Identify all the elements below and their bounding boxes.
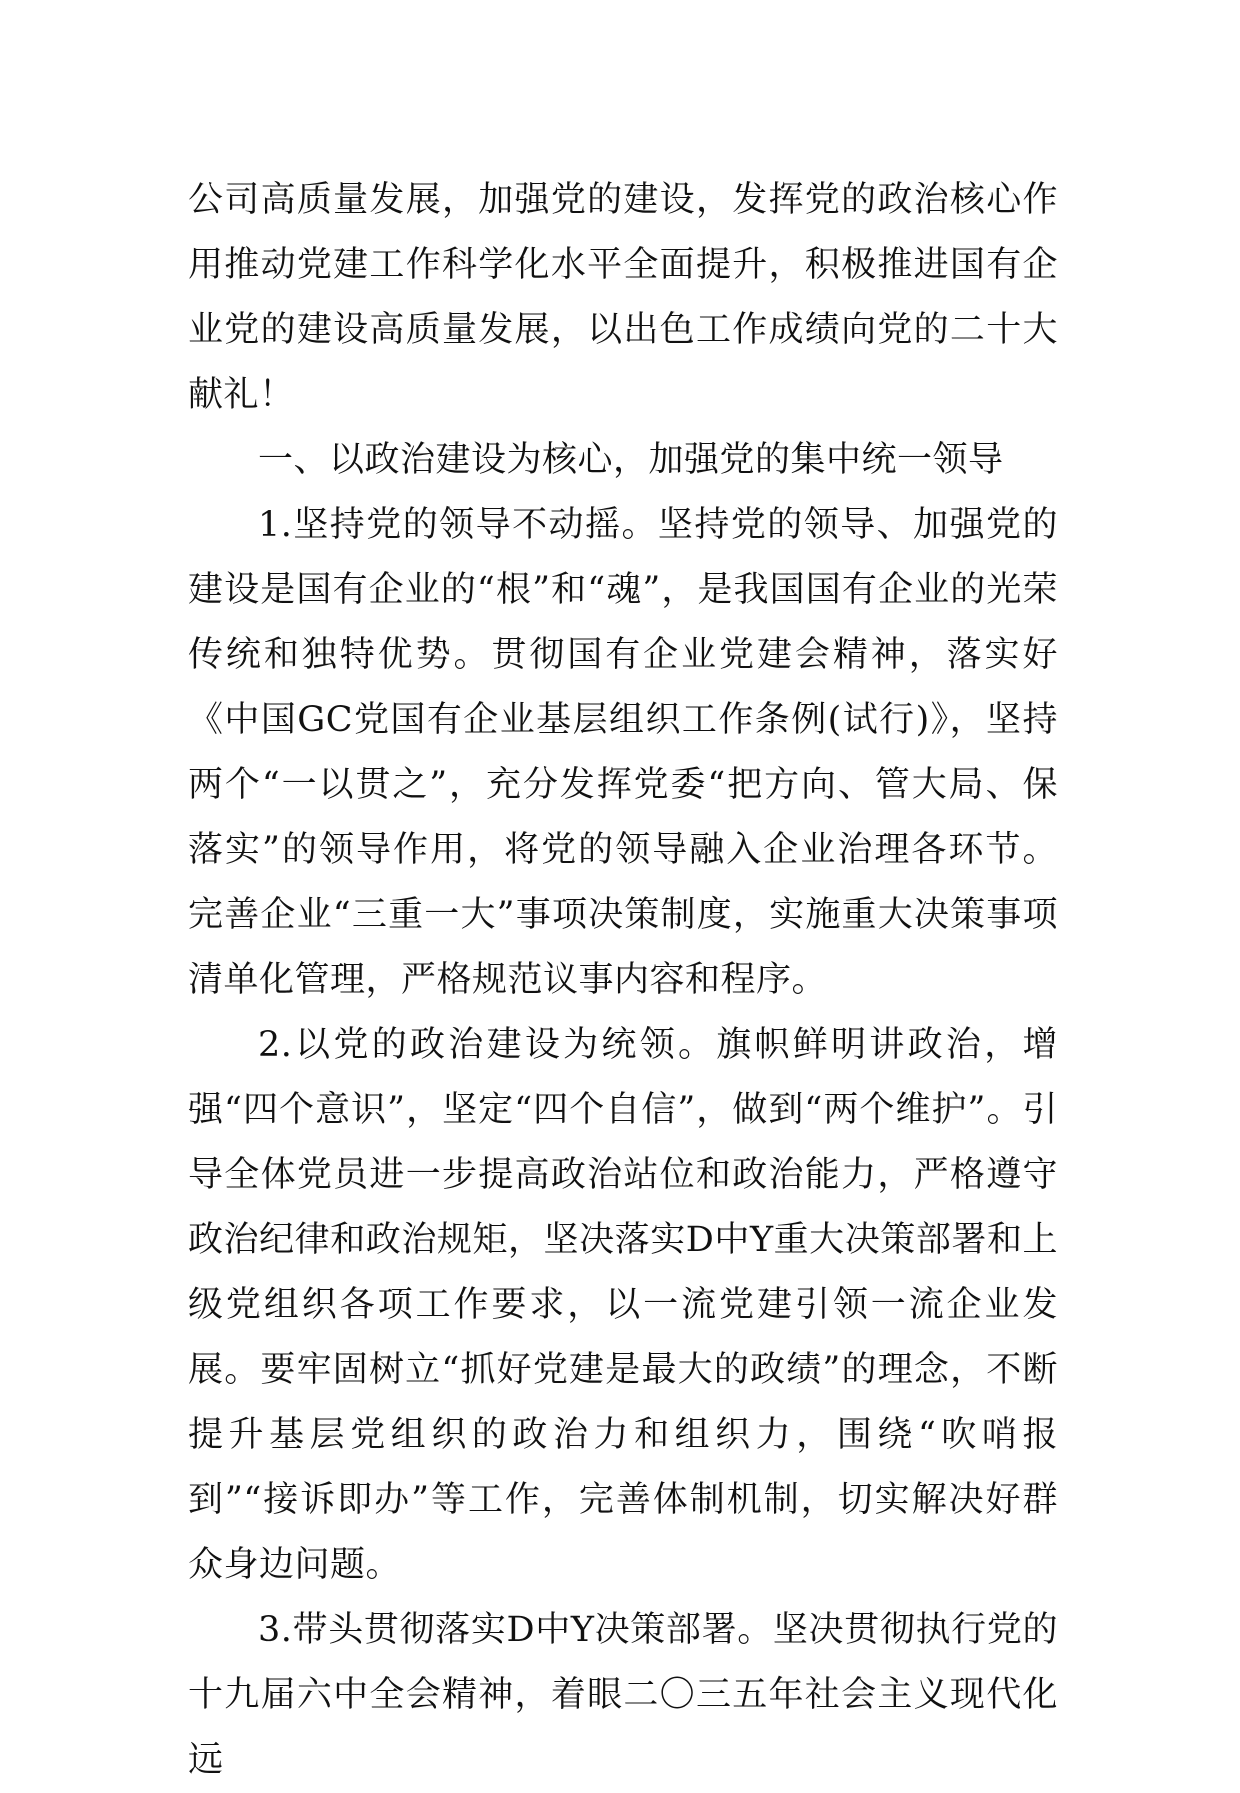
paragraph-item-2: 2.以党的政治建设为统领。旗帜鲜明讲政治，增强“四个意识”，坚定“四个自信”，做到“两个维护”。引导全体党员进一步提高政治站位和政治能力，严格遵守政治纪律和政治规矩，坚决落实D中Y重大决策部署和上级党组织各项工作要求，以一流党建引领一流企业发展。要牢固树立“抓好党建是最大的政绩”的理念，不断提升基层党组织的政治力和组织力，围绕“吹哨报到”“接诉即办”等工作，完善体制机制，切实解决好群众身边问题。 <box>188 1025 1058 1585</box>
document-body <box>188 168 1058 1793</box>
paragraph-item-3: 3.带头贯彻落实D中Y决策部署。坚决贯彻执行党的十九届六中全会精神，着眼二〇三五年社会主义现代化远 <box>188 1610 1058 1780</box>
paragraph-continuation: 公司高质量发展，加强党的建设，发挥党的政治核心作用推动党建工作科学化水平全面提升，积极推进国有企业党的建设高质量发展，以出色工作成绩向党的二十大献礼！ <box>188 180 1058 415</box>
section-heading: 一、以政治建设为核心，加强党的集中统一领导 <box>258 440 1004 480</box>
paragraph-item-1: 1.坚持党的领导不动摇。坚持党的领导、加强党的建设是国有企业的“根”和“魂”，是我国国有企业的光荣传统和独特优势。贯彻国有企业党建会精神，落实好《中国GC党国有企业基层组织工作条例(试行)》，坚持两个“一以贯之”，充分发挥党委“把方向、管大局、保落实”的领导作用，将党的领导融入企业治理各环节。完善企业“三重一大”事项决策制度，实施重大决策事项清单化管理，严格规范议事内容和程序。 <box>188 505 1058 1000</box>
